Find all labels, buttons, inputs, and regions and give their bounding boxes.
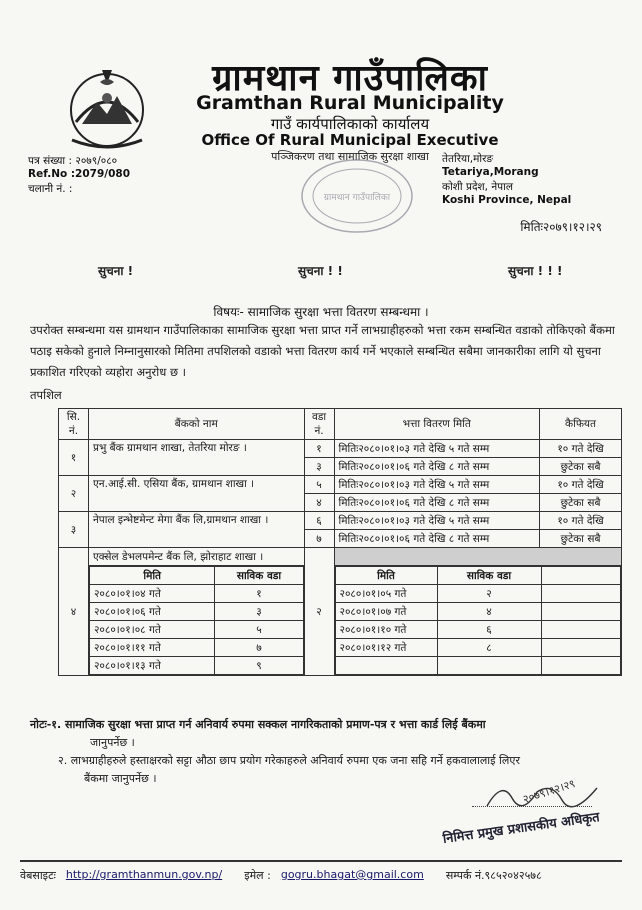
province-np: कोशी प्रदेश, नेपाल	[442, 181, 513, 193]
cell-remark: १० गते देखि	[540, 440, 622, 458]
nepal-emblem-icon	[62, 62, 152, 152]
sub-empty	[541, 657, 620, 675]
sub-date: २०८०।०१।०५ गते	[335, 585, 437, 603]
note-2: २. लाभग्राहीहरुले हस्ताक्षरको सट्टा औठा छाप प्रयोग गरेकाहरुले अनिवार्य रुपमा एक जना सहि गर्ने हकवालालाई लिएर	[58, 754, 520, 767]
sub-ward: ९	[215, 657, 303, 675]
handwritten-date: २०७९।१२।२९	[521, 776, 577, 807]
note-1-cont: जानुपर्नेछ ।	[90, 736, 135, 749]
signatory-title: निमित्त प्रमुख प्रशासकीय अधिकृत	[441, 810, 601, 847]
sub-date: २०८०।०१।११ गते	[89, 639, 214, 657]
tapsil-label: तपशिल	[30, 388, 62, 402]
cell-date: मितिः२०८०।०१।०३ गते देखि ५ गते सम्म	[334, 512, 540, 530]
website-link[interactable]: http://gramthanmun.gov.np/	[65, 868, 223, 881]
sub-date: २०८०।०१।०६ गते	[89, 603, 214, 621]
sub-ward: ७	[215, 639, 303, 657]
cell-date: मितिः२०८०।०१।०३ गते देखि ५ गते सम्म	[334, 440, 540, 458]
sub-date: २०८०।०१।०४ गते	[89, 585, 214, 603]
cell-ward: ३	[304, 458, 334, 476]
distribution-table	[58, 408, 622, 676]
cell-sn: २	[59, 476, 89, 512]
sub-ward: ५	[215, 621, 303, 639]
cell-ward: १	[304, 440, 334, 458]
schedule-left-table	[89, 566, 304, 675]
header-ward: वडा नं.	[304, 409, 334, 440]
sub-ward: ८	[437, 639, 541, 657]
sub-ward: ६	[437, 621, 541, 639]
note-2-cont: बैंकमा जानुपर्नेछ ।	[84, 772, 157, 785]
cell-ward: ४	[304, 494, 334, 512]
sub-header-ward: साविक वडा	[437, 567, 541, 585]
notice-label-2: सुचना ! !	[298, 264, 343, 278]
sub-empty	[335, 657, 437, 675]
municipality-title-np: ग्रामथान गाउँपालिका	[212, 58, 488, 99]
place-en: Tetariya,Morang	[442, 166, 539, 178]
sub-table-left-cell	[88, 566, 304, 676]
sub-header-date: मिति	[89, 567, 214, 585]
header-remark: कैफियत	[540, 409, 622, 440]
province-en: Koshi Province, Nepal	[442, 194, 572, 206]
letter-date: मितिः२०७९।१२।२९	[520, 220, 602, 234]
website-label: वेबसाइटः	[20, 869, 56, 882]
cell-bank: एन.आई.सी. एसिया बैंक, ग्रामथान शाखा ।	[88, 476, 304, 512]
cell-bank: नेपाल इन्भेष्टमेन्ट मेगा बैंक लि,ग्रामथान शाखा ।	[88, 512, 304, 548]
office-seal-stamp	[298, 156, 416, 236]
office-title-en: Office Of Rural Municipal Executive	[201, 131, 499, 149]
cell-sn: ३	[59, 512, 89, 548]
svg-text:ग्रामथान गाउँपालिका: ग्रामथान गाउँपालिका	[323, 193, 391, 203]
cell-remark: १० गते देखि	[540, 512, 622, 530]
signature-line	[472, 806, 592, 807]
cell-date: मितिः२०८०।०१।०३ गते देखि ५ गते सम्म	[334, 476, 540, 494]
sub-date: २०८०।०१।०८ गते	[89, 621, 214, 639]
sub-date: २०८०।०१।१० गते	[335, 621, 437, 639]
note-1: नोटः-१. सामाजिक सुरक्षा भत्ता प्राप्त गर्न अनिवार्य रुपमा सक्कल नागरिकताको प्रमाण-पत्र र भत्ता कार्ड लिई बैंकमा	[30, 718, 486, 731]
sub-ward: ४	[437, 603, 541, 621]
cell-sn: १	[59, 440, 89, 476]
notice-label-3: सुचना ! ! !	[508, 264, 563, 278]
place-np: तेतरिया,मोरङ	[442, 153, 494, 165]
branch-name: पञ्जिकरण तथा सामाजिक सुरक्षा शाखा	[271, 150, 429, 163]
table-row	[59, 548, 622, 566]
cell-date: मितिः२०८०।०१।०६ गते देखि ८ गते सम्म	[334, 494, 540, 512]
email-label: इमेल :	[244, 869, 271, 882]
ref-no: Ref.No :2079/080	[28, 168, 131, 180]
body-paragraph: उपरोक्त सम्बन्धमा यस ग्रामथान गाउँपालिकाका सामाजिक सुरक्षा भत्ता प्राप्त गर्ने लाभग्राहीहरुको भत्ता रकम सम्बन्धित वडाको तोकिएको बैंकमा पठाइ सकेको हुनाले निम्नानुसारको मितिमा तपशिलको वडाको भत्ता वितरण कार्य गर्ने भएकाले सम्बन्धित सबैमा जानकारीका लागि यो सुचना प्रकाशित गरिएको व्यहोरा अनुरोध छ ।	[30, 323, 615, 379]
sub-empty	[437, 657, 541, 675]
patra-sankhya: पत्र संख्या : २०७९/०८०	[28, 155, 118, 167]
shaded-cell	[334, 548, 621, 566]
sub-empty	[541, 639, 620, 657]
cell-bank: एक्सेल डेभलपमेन्ट बैंक लि, झोराहाट शाखा ।	[88, 548, 304, 566]
sub-empty	[541, 567, 620, 585]
cell-ward: ६	[304, 512, 334, 530]
table-row	[59, 440, 622, 458]
cell-date: मितिः२०८०।०१।०६ गते देखि ८ गते सम्म	[334, 530, 540, 548]
cell-remark: छुटेका सबै	[540, 458, 622, 476]
chalani-no: चलानी नं. :	[28, 183, 73, 195]
signature-block	[441, 776, 612, 848]
sub-ward: २	[437, 585, 541, 603]
table-row	[59, 476, 622, 494]
sub-empty	[541, 603, 620, 621]
footer	[20, 860, 622, 883]
table-row	[59, 566, 622, 676]
sub-date: २०८०।०१।१२ गते	[335, 639, 437, 657]
schedule-right-table	[335, 566, 621, 675]
municipality-title-en: Gramthan Rural Municipality	[196, 92, 504, 114]
subject-line: विषयः- सामाजिक सुरक्षा भत्ता वितरण सम्बन्धमा ।	[213, 305, 429, 319]
sub-ward: १	[215, 585, 303, 603]
sub-date: २०८०।०१।१३ गते	[89, 657, 214, 675]
sub-header-ward: साविक वडा	[215, 567, 303, 585]
cell-ward: ५	[304, 476, 334, 494]
header-date: भत्ता वितरण मिति	[334, 409, 540, 440]
cell-date: मितिः२०८०।०१।०६ गते देखि ८ गते सम्म	[334, 458, 540, 476]
sub-date: २०८०।०१।०७ गते	[335, 603, 437, 621]
header-bank: बैंकको नाम	[88, 409, 304, 440]
contact-number: सम्पर्क नं.९८५२०४२५७८	[445, 869, 542, 882]
table-row	[59, 512, 622, 530]
sub-empty	[541, 621, 620, 639]
cell-ward: ७	[304, 530, 334, 548]
cell-sn: ४	[59, 548, 89, 676]
email-link[interactable]: gogru.bhagat@gmail.com	[280, 868, 424, 881]
header-sn: सि. नं.	[59, 409, 89, 440]
cell-remark: छुटेका सबै	[540, 530, 622, 548]
sub-table-right-cell	[334, 566, 621, 676]
sub-ward: ३	[215, 603, 303, 621]
cell-remark: १० गते देखि	[540, 476, 622, 494]
office-title-np: गाउँ कार्यपालिकाको कार्यालय	[270, 115, 430, 133]
notice-label-1: सुचना !	[98, 264, 134, 278]
cell-remark: छुटेका सबै	[540, 494, 622, 512]
cell-ward: २	[304, 548, 334, 676]
sub-empty	[541, 585, 620, 603]
sub-header-date: मिति	[335, 567, 437, 585]
table-header-row	[59, 409, 622, 440]
cell-bank: प्रभु बैंक ग्रामथान शाखा, तेतरिया मोरङ ।	[88, 440, 304, 476]
